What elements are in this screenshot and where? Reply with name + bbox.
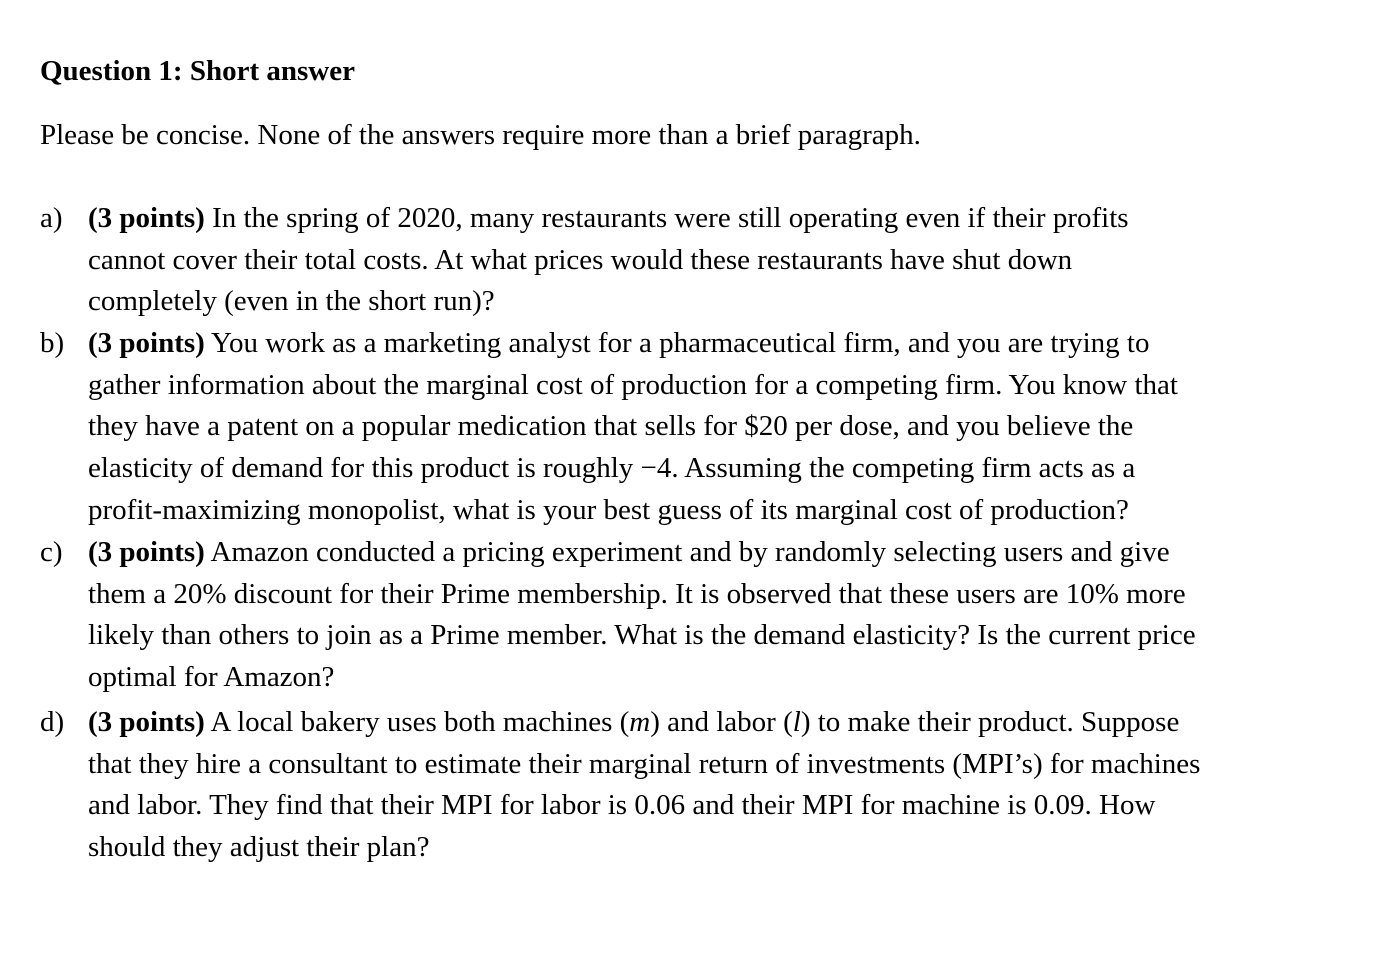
question-line: optimal for Amazon? xyxy=(88,661,335,694)
question-body xyxy=(88,198,1129,323)
question-line xyxy=(88,323,1178,365)
question-line: profit-maximizing monopolist, what is your best guess of its marginal cost of production? xyxy=(88,493,1129,526)
question-text: ) and labor ( xyxy=(650,706,793,738)
question-line xyxy=(88,198,1129,240)
question-letter: d) xyxy=(40,706,65,738)
question-body xyxy=(88,532,1196,699)
question-line: likely than others to join as a Prime member. What is the demand elasticity? Is the current price xyxy=(88,619,1196,652)
question-line: cannot cover their total costs. At what prices would these restaurants have shut down xyxy=(88,243,1073,276)
question-text: A local bakery uses both machines ( xyxy=(210,706,630,738)
question-line: they have a patent on a popular medication that sells for $20 per dose, and you believe the xyxy=(88,410,1134,443)
variable-l: l xyxy=(792,706,801,738)
question-line: gather information about the marginal cost of production for a competing firm. You know that xyxy=(88,368,1178,401)
question-line: elasticity of demand for this product is roughly −4. Assuming the competing firm acts as a xyxy=(88,452,1136,485)
question-line xyxy=(88,532,1196,574)
question-line: them a 20% discount for their Prime membership. It is observed that these users are 10% more xyxy=(88,577,1186,610)
question-line: should they adjust their plan? xyxy=(88,831,430,864)
points-label: (3 points) xyxy=(88,706,205,738)
question-letter: b) xyxy=(40,327,65,359)
question-body xyxy=(88,323,1178,532)
instructions-text: Please be concise. None of the answers require more than a brief paragraph. xyxy=(40,119,921,151)
question-text: Amazon conducted a pricing experiment and by randomly selecting users and give xyxy=(210,536,1170,568)
question-body xyxy=(88,702,1200,869)
variable-m: m xyxy=(629,706,651,738)
question-line: that they hire a consultant to estimate their marginal return of investments (MPI’s) for machines xyxy=(88,747,1201,780)
question-title: Question 1: Short answer xyxy=(40,55,355,87)
points-label: (3 points) xyxy=(88,536,205,568)
question-text: In the spring of 2020, many restaurants were still operating even if their profits xyxy=(212,202,1129,234)
question-letter: c) xyxy=(40,536,63,568)
points-label: (3 points) xyxy=(88,202,205,234)
question-letter: a) xyxy=(40,202,63,234)
question-text: ) to make their product. Suppose xyxy=(800,706,1180,738)
points-label: (3 points) xyxy=(88,327,205,359)
question-line xyxy=(88,702,1200,744)
question-text: You work as a marketing analyst for a pharmaceutical firm, and you are trying to xyxy=(211,327,1150,359)
question-line: and labor. They find that their MPI for labor is 0.06 and their MPI for machine is 0.09. How xyxy=(88,789,1156,822)
question-line: completely (even in the short run)? xyxy=(88,285,495,318)
